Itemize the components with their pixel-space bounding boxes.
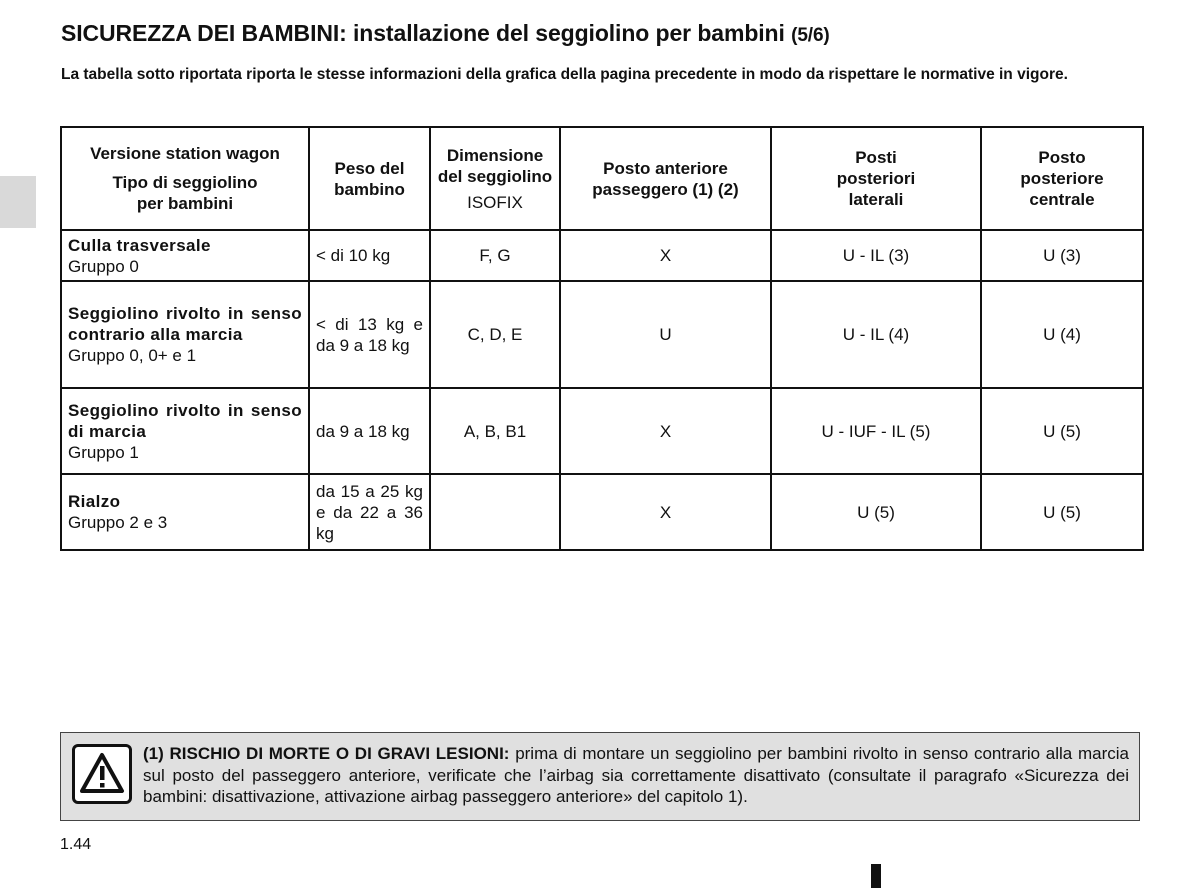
intro-paragraph: La tabella sotto riportata riporta le stesse informazioni della grafica della pagina precedente in modo da rispettare le normative in vigore.	[61, 66, 1068, 83]
seat-type-group: Gruppo 0, 0+ e 1	[68, 346, 197, 365]
header-size-label: Dimensione del seggiolino	[437, 145, 553, 186]
warning-triangle-icon	[72, 744, 132, 804]
table-row	[61, 281, 1143, 388]
cell-front: X	[560, 388, 771, 474]
header-seat-type-line2: per bambini	[136, 194, 234, 213]
seat-type-name: Rialzo	[68, 492, 121, 511]
cell-seat-type	[61, 388, 309, 474]
header-weight: Peso del bambino	[309, 127, 430, 230]
page-number: 1.44	[60, 836, 92, 853]
seat-type-name: Culla trasversale	[68, 235, 211, 255]
header-seat-type-line1: Tipo di seggiolino	[112, 173, 258, 192]
cell-rear-center: U (4)	[981, 281, 1143, 388]
cell-rear-side: U (5)	[771, 474, 981, 550]
chapter-side-tab	[0, 176, 36, 228]
cell-rear-center: U (5)	[981, 474, 1143, 550]
seat-type-group: Gruppo 2 e 3	[68, 513, 168, 532]
cell-size	[430, 474, 560, 550]
child-seat-table	[60, 126, 1144, 551]
page-title	[61, 20, 830, 47]
page-title-text: SICUREZZA DEI BAMBINI: installazione del seggiolino per bambini	[61, 20, 785, 46]
cell-front: X	[560, 230, 771, 281]
table-header-row	[61, 127, 1143, 230]
cell-rear-side: U - IL (3)	[771, 230, 981, 281]
cell-seat-type	[61, 230, 309, 281]
seat-type-group: Gruppo 1	[68, 442, 139, 462]
cell-front: U	[560, 281, 771, 388]
cell-weight: da 15 a 25 kg e da 22 a 36 kg	[309, 474, 430, 550]
table-row	[61, 388, 1143, 474]
seat-type-name: Seggiolino rivolto in senso contrario alla marcia	[68, 304, 302, 344]
cell-front: X	[560, 474, 771, 550]
header-size	[430, 127, 560, 230]
warning-box	[60, 732, 1140, 821]
cell-size: A, B, B1	[430, 388, 560, 474]
header-version: Versione station wagon	[90, 144, 280, 163]
table-row	[61, 230, 1143, 281]
warning-heading: (1) RISCHIO DI MORTE O DI GRAVI LESIONI:	[143, 744, 510, 763]
table-row	[61, 474, 1143, 550]
cell-size: F, G	[430, 230, 560, 281]
cell-weight: < di 10 kg	[309, 230, 430, 281]
crop-mark	[871, 864, 881, 888]
warning-text	[143, 743, 1129, 808]
cell-rear-center: U (5)	[981, 388, 1143, 474]
seat-type-group: Gruppo 0	[68, 256, 139, 276]
cell-seat-type	[61, 474, 309, 550]
cell-rear-side: U - IL (4)	[771, 281, 981, 388]
cell-weight: < di 13 kg e da 9 a 18 kg	[309, 281, 430, 388]
seat-type-name: Seggiolino rivolto in senso di marcia	[68, 400, 302, 441]
cell-seat-type	[61, 281, 309, 388]
warning-body: prima di montare un seggiolino per bambini rivolto in senso contrario alla marcia sul posto del passeggero anteriore, verificate che l’airbag sia correttamente disattivato (consultate il paragrafo «Sicurezza dei bambini: disattivazione, attivazione airbag passeggero anteriore» del capitolo 1).	[143, 744, 1129, 806]
header-size-isofix: ISOFIX	[467, 192, 523, 212]
cell-rear-center: U (3)	[981, 230, 1143, 281]
cell-rear-side: U - IUF - IL (5)	[771, 388, 981, 474]
header-seat-type	[61, 127, 309, 230]
cell-size: C, D, E	[430, 281, 560, 388]
cell-weight: da 9 a 18 kg	[309, 388, 430, 474]
header-rear-center: Posto posteriore centrale	[981, 127, 1143, 230]
header-front-passenger: Posto anteriore passeggero (1) (2)	[560, 127, 771, 230]
page-title-ref: (5/6)	[791, 25, 830, 46]
header-rear-side: Posti posteriori laterali	[771, 127, 981, 230]
